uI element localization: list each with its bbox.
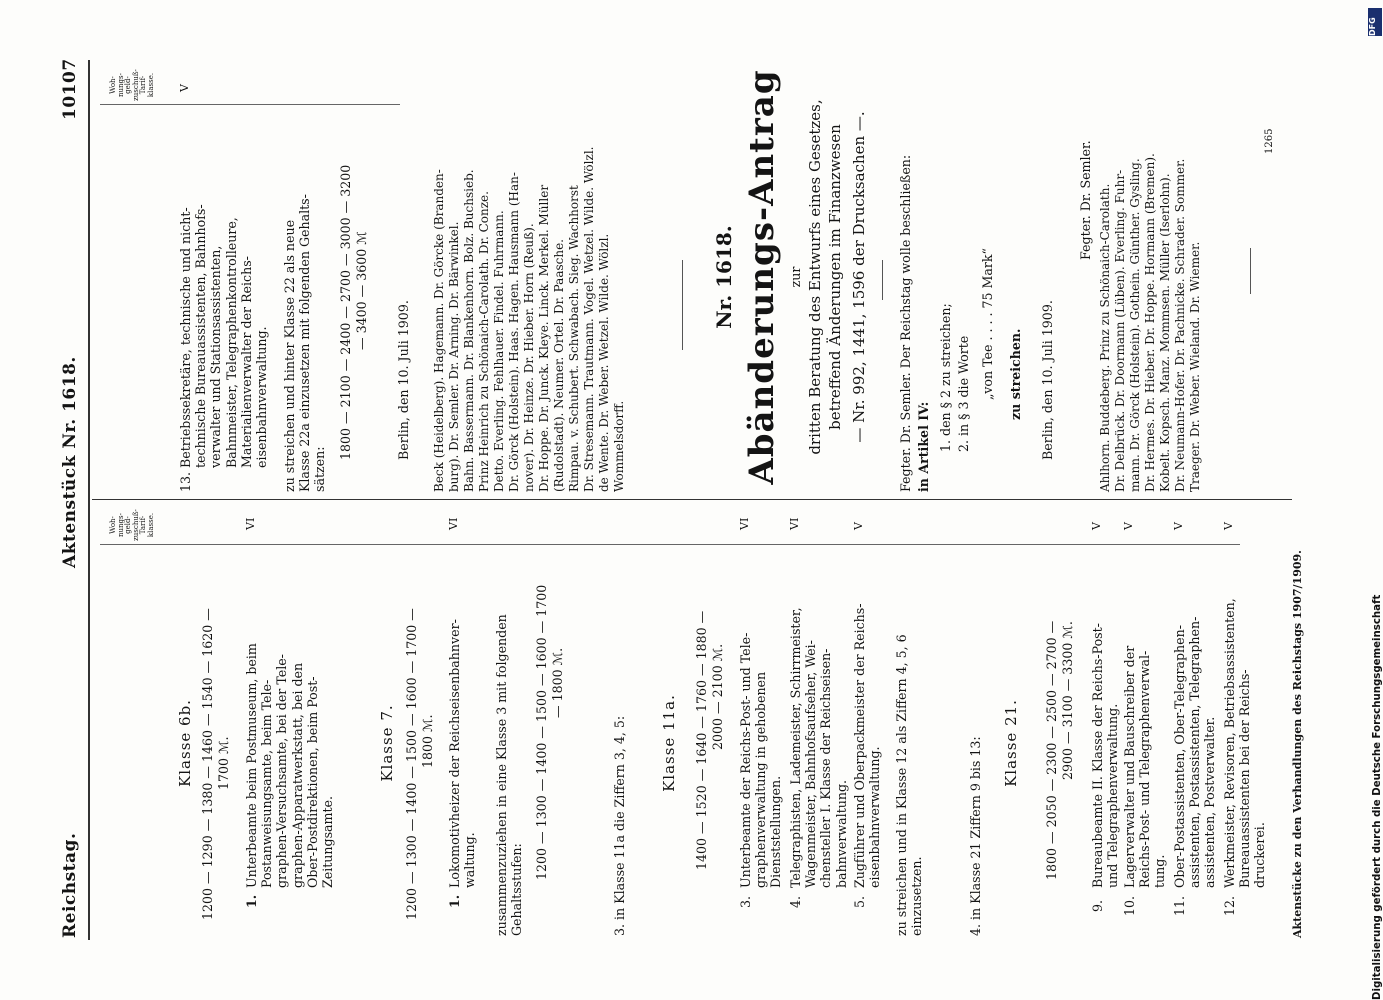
k11a-salary-line1: 1400 — 1520 — 1640 — 1760 — 1880 —	[694, 610, 709, 870]
klasse-21-heading: Klasse 21.	[1002, 699, 1020, 787]
in-klasse-11a: 3. in Klasse 11a die Ziffern 3, 4, 5:	[612, 715, 627, 936]
k6b-salary-line1: 1200 — 1290 — 1380 — 1460 — 1540 — 1620 —	[200, 608, 215, 920]
date-line: Berlin, den 10. Juli 1909.	[1040, 300, 1055, 460]
class-column-rule-left	[100, 544, 1240, 545]
k7-salary-line1: 1200 — 1300 — 1400 — 1500 — 1600 — 1700 —	[404, 608, 419, 920]
k21-salary-line1: 1800 — 2050 — 2300 — 2500 — 2700 —	[1044, 620, 1059, 880]
tariff-class: VI	[244, 517, 257, 530]
item-text: Werkmeister, Revisoren, Betriebsassistenten, Bureauassistenten bei der Reichs- druckerei.	[1222, 598, 1268, 888]
item-text: Bureaubeamte II. Klasse der Reichs-Post- und Telegraphenverwaltung.	[1090, 623, 1121, 888]
item-text: Betriebssekretäre, technische und nicht- technische Bureauassistenten, Bahnhofs- verwalter und Stationsassistenten, Bahnmeister, Telegraphenkontrolleure, Materialienverwalter der Reichs- eisenbahnverwaltung.	[178, 204, 270, 468]
streichen-text: zu streichen und in Klasse 12 als Ziffern 4, 5, 6 einzusetzen.	[894, 634, 925, 936]
k11a-salary-line2: 2000 — 2100 ℳ.	[710, 643, 725, 750]
tariff-class: V	[1222, 522, 1235, 530]
item-text: Lagerverwalter und Bauschreiber der Reichs-Post- und Telegraphenverwal- tung.	[1122, 645, 1168, 888]
in-klasse-21: 4. in Klasse 21 Ziffern 9 bis 13:	[968, 736, 983, 936]
subtitle-line2: betreffend Änderungen im Finanzwesen	[826, 124, 844, 430]
motion-quote: „von Tee . . . . 75 Mark“	[980, 248, 995, 400]
motion-line: Fegter. Dr. Semler. Der Reichstag wolle beschließen:	[898, 154, 913, 492]
item-text: Unterbeamte beim Postmuseum, beim Postanweisungsamte, beim Tele- graphen-Versuchsamte, bei der Tele- graphen-Apparatwerkstatt, bei den Ober-Postdirektionen, beim Post- Zeitungsamte.	[244, 643, 336, 888]
document-title: Abänderungs-Antrag	[742, 69, 782, 485]
k3-salary-line1: 1200 — 1300 — 1400 — 1500 — 1600 — 1700	[534, 584, 549, 880]
header-center: Aktenstück Nr. 1618.	[60, 356, 80, 568]
digitization-credit: Digitalisierung gefördert durch die Deutsche Forschungsgemeinschaft	[1372, 594, 1383, 1000]
k3-salary-line2: — 1800 ℳ.	[550, 647, 565, 718]
separator-rule	[882, 260, 883, 300]
item-text: Telegraphisten, Lademeister, Schirrmeister, Wagenmeister, Bahnhofsaufseher, Wei- chensteller I. Klasse der Reichseisen- bahnverwaltung.	[788, 607, 849, 888]
class-column-head-right: Woh- nungs- geld- zuschuß- Tarif- klasse.	[109, 69, 155, 101]
subtitle-line1: dritten Beratung des Entwurfs eines Gesetzes,	[806, 99, 824, 455]
klasse-11a-heading: Klasse 11a.	[660, 694, 678, 792]
klasse-7-heading: Klasse 7.	[378, 704, 396, 782]
item-number: 10.	[1122, 895, 1137, 916]
signers-list: Ahlhorn. Buddeberg. Prinz zu Schönaich-Carolath. Dr. Delbrück. Dr. Doormann (Lüben). Everling. Fuhr- mann. Dr. Görck (Holstein). Gothein. Günther. Gysling. Dr. Hermes. Dr. Hieber. Dr. Hoppe. Hormann (Bremen). Kobelt. Kopsch. Manz. Mommsen. Müller (Iserlohn). Dr. Neumann-Hofer. Dr. Pachnicke. Schrader. Sommer. Traeger. Dr. Weber. Wieland. Dr. Wiemer.	[1098, 153, 1202, 492]
class-column-rule-right	[100, 104, 400, 105]
streichen-text: zu streichen und hinter Klasse 22 als neue Klasse 22a einzusetzen mit folgenden Gehalts- sätzen:	[282, 194, 328, 492]
k21-salary-line2: 2900 — 3100 — 3300 ℳ.	[1060, 621, 1075, 780]
item-number: 5.	[852, 895, 867, 908]
footer-note: Aktenstücke zu den Verhandlungen des Reichstags 1907/1909.	[1291, 550, 1304, 938]
tariff-class: VI	[738, 517, 751, 530]
tariff-class: V	[178, 84, 191, 92]
item-number: 12.	[1222, 895, 1237, 916]
separator-rule	[1250, 248, 1251, 294]
zusammen-text: zusammenzuziehen in eine Klasse 3 mit folgenden Gehaltsstufen:	[494, 614, 525, 936]
main-signature: Fegter. Dr. Semler.	[1078, 140, 1093, 260]
printer-mark: 1265	[1264, 128, 1275, 154]
header-rule	[88, 60, 90, 940]
item-text: Zugführer und Oberpackmeister der Reichs- eisenbahnverwaltung.	[852, 603, 883, 888]
item-number: 9.	[1090, 899, 1105, 912]
k22a-salary-line2: — 3400 — 3600 ℳ	[354, 231, 369, 350]
item-text: Unterbeamte der Reichs-Post- und Tele- graphenverwaltung in gehobenen Dienststellungen.	[738, 632, 784, 888]
item-number: 1.	[447, 894, 462, 908]
item-number: 11.	[1172, 895, 1187, 916]
motion-end: zu streichen.	[1008, 328, 1023, 420]
date-line: Berlin, den 10. Juli 1909.	[396, 300, 411, 460]
item-text: Lokomotivheizer der Reichseisenbahnver- waltung.	[447, 619, 478, 888]
item-number: 4.	[788, 895, 803, 908]
motion-item-2: 2. in § 3 die Worte	[956, 335, 971, 452]
motion-item-1: 1. den § 2 zu streichen;	[938, 303, 953, 452]
klasse-6b-heading: Klasse 6b.	[176, 699, 194, 787]
tariff-class: V	[852, 522, 865, 530]
tariff-class: V	[1090, 522, 1103, 530]
separator-rule	[682, 260, 683, 350]
item-text: Ober-Postassistenten, Ober-Telegraphen- assistenten, Postassistenten, Telegraphen- assistenten, Postverwalter.	[1172, 616, 1218, 888]
header-left: Reichstag.	[60, 832, 80, 938]
dfg-logo: DFG	[1368, 8, 1382, 36]
subtitle-line3: — Nr. 992, 1441, 1596 der Drucksachen —.	[850, 111, 868, 443]
tariff-class: VI	[788, 517, 801, 530]
column-divider	[92, 499, 1292, 500]
page-number: 10107	[60, 58, 80, 120]
signers-list: Beck (Heidelberg). Hagemann. Dr. Görcke (Branden- burg). Dr. Semler. Dr. Arning. Dr. Bärwinkel. Bahn. Bassermann. Dr. Blankenhorn. Bolz. Buchsieb. Prinz Heinrich zu Schönaich-Carolath. Dr. Conze. Detto. Everling. Fehlhauer. Findel. Fuhrmann. Dr. Görck (Holstein). Haas. Hagen. Hausmann (Han- nover). Dr. Heinze. Dr. Hieber. Horn (Reuß). Dr. Hoppe. Dr. Junck. Kleye. Linck. Merkel. Müller (Rudolstadt). Neumer. Ortel. Dr. Paasche. Rimpau. v. Schubert. Schwabach. Sieg. Wachhorst Dr. Stresemann. Trautmann. Vogel. Wetzel. Wilde. Wölzl. de Wente. Dr. Weber. Wetzel. Wilde. Wölzl. Wommelsdorff.	[432, 146, 626, 492]
item-number: 1.	[244, 894, 259, 908]
document-number: Nr. 1618.	[712, 225, 736, 329]
k7-salary-line2: 1800 ℳ.	[420, 714, 435, 768]
item-number: 13.	[178, 471, 193, 492]
zur-text: zur	[788, 266, 803, 288]
motion-article: in Artikel IV:	[916, 401, 931, 492]
item-number: 3.	[738, 895, 753, 908]
tariff-class: VI	[447, 517, 460, 530]
k22a-salary-line1: 1800 — 2100 — 2400 — 2700 — 3000 — 3200	[338, 164, 353, 460]
class-column-head-left: Woh- nungs- geld- zuschuß- Tarif- klasse.	[109, 509, 155, 541]
tariff-class: V	[1172, 522, 1185, 530]
tariff-class: V	[1122, 522, 1135, 530]
k6b-salary-line2: 1700 ℳ.	[216, 736, 231, 790]
